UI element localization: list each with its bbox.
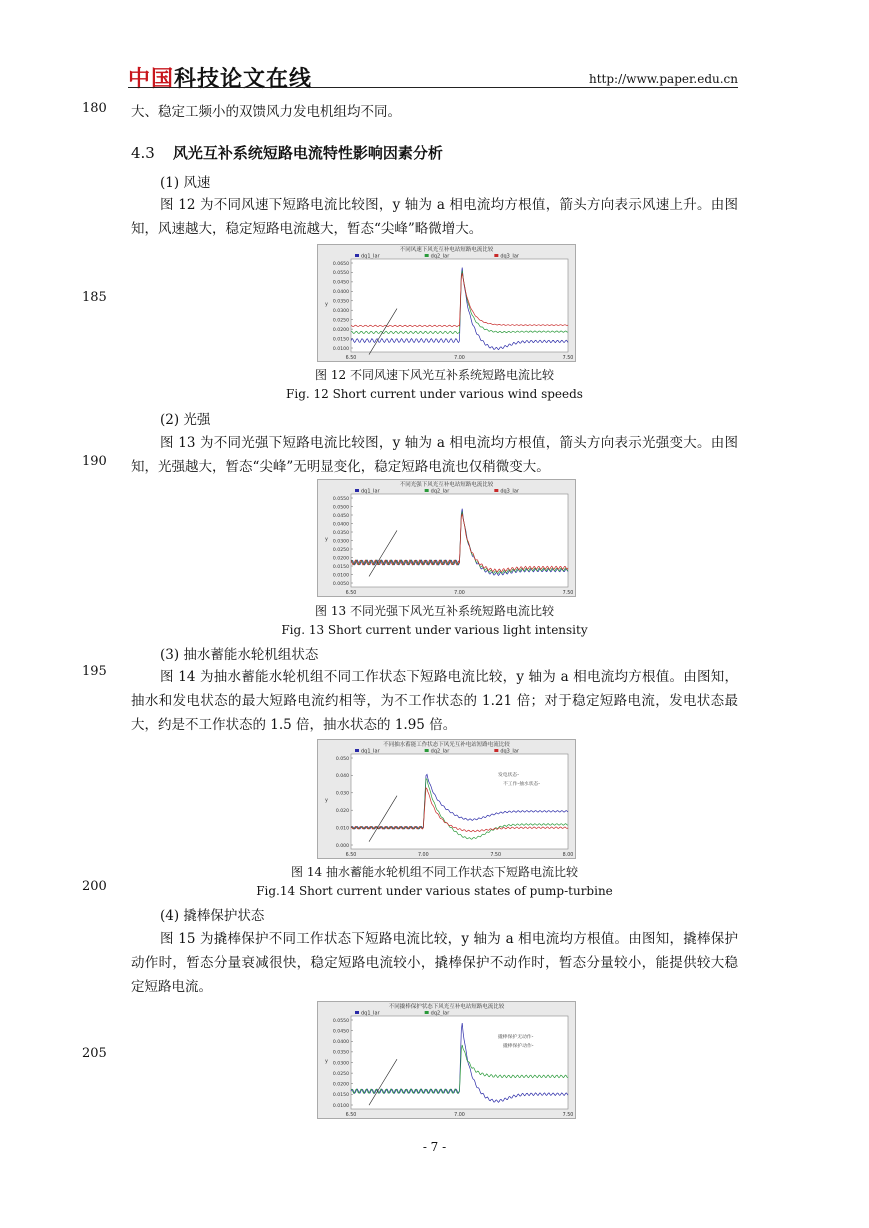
subsection-light: (2) 光强 [160,412,211,428]
chart-title: 不同风速下风光互补电站短路电流比较 [399,247,494,253]
line-number: 205 [82,1046,107,1061]
y-tick-label: 0.0200 [332,327,349,333]
header-url[interactable]: http://www.paper.edu.cn [588,72,738,86]
y-tick-label: 0.0450 [332,1029,349,1035]
x-tick-label: 6.50 [345,1113,357,1118]
y-tick-label: 0.0050 [332,581,349,587]
y-tick-label: 0.0350 [332,530,349,536]
legend-swatch [355,254,359,257]
legend-label: dq2_Iar [430,488,450,495]
y-tick-label: 0.0200 [332,1082,349,1088]
chart-title: 不同撬棒保护状态下风光互补电站短路电流比较 [388,1004,505,1010]
y-tick-label: 0.0100 [332,346,349,352]
line-number: 185 [82,290,107,305]
x-tick-label: 7.00 [454,356,465,361]
paragraph-continued: 大、稳定工频小的双馈风力发电机组均不同。 [131,104,401,120]
legend-swatch [425,749,429,752]
figure-12-caption-cn: 图 12 不同风速下风光互补系统短路电流比较 [315,368,554,382]
legend-swatch [494,749,498,752]
chart-annotation: 撬棒保护动作- [503,1044,534,1049]
y-tick-label: 0.0550 [332,1018,349,1024]
legend-label: dq1_Iar [361,748,380,755]
y-tick-label: 0.0250 [332,547,349,553]
x-tick-label: 7.00 [454,591,465,596]
y-tick-label: 0.0450 [332,280,349,286]
section-heading: 4.3 风光互补系统短路电流特性影响因素分析 [131,144,443,162]
y-tick-label: 0.0150 [332,564,349,570]
legend-swatch [425,254,429,257]
chart-title: 不同抽水蓄能工作状态下风光互补电站短路电流比较 [383,742,510,748]
legend-swatch [494,254,498,257]
x-tick-label: 6.50 [345,853,357,858]
chart-annotation: 发电状态- [498,773,519,778]
line-number: 180 [82,101,107,116]
x-tick-label: 6.50 [345,356,357,361]
figure-12-caption-en: Fig. 12 Short current under various wind speeds [286,387,583,401]
chart-annotation: 不工作-抽水状态- [503,782,541,787]
y-axis-label: y [325,797,328,804]
y-tick-label: 0.0250 [332,318,349,324]
y-tick-label: 0.0150 [332,337,349,343]
legend-label: dq2_Iar [430,748,450,755]
y-tick-label: 0.0350 [332,299,349,305]
line-number: 195 [82,664,107,679]
legend-label: dq1_Iar [361,253,380,260]
legend-swatch [355,749,359,752]
legend-label: dq1_Iar [361,1010,380,1017]
legend-label: dq3_Iar [500,748,519,755]
x-tick-label: 7.50 [562,1113,574,1118]
legend-swatch [355,1011,359,1014]
y-tick-label: 0.0300 [332,539,349,545]
figure-12-chart [317,244,576,362]
paragraph-wind: 图 12 为不同风速下短路电流比较图，y 轴为 a 相电流均方根值，箭头方向表示风速上升。由图知，风速越大，稳定短路电流越大，暂态“尖峰”略微增大。 [131,197,738,237]
y-tick-label: 0.020 [335,809,349,814]
y-tick-label: 0.0550 [332,496,349,502]
line-number: 200 [82,879,107,894]
y-tick-label: 0.0500 [332,505,349,511]
paragraph-crowbar: 图 15 为撬棒保护不同工作状态下短路电流比较，y 轴为 a 相电流均方根值。由图知，撬棒保护动作时，暂态分量衰减很快，稳定短路电流较小，撬棒保护不动作时，暂态分量较小，能提供较大稳定短路电流。 [131,931,738,995]
legend-swatch [425,489,429,492]
figure-14-caption-cn: 图 14 抽水蓄能水轮机组不同工作状态下短路电流比较 [291,865,578,879]
y-tick-label: 0.0300 [332,309,349,315]
figure-15-chart [317,1001,576,1119]
legend-label: dq2_Iar [430,253,450,260]
figure-13-caption-cn: 图 13 不同光强下风光互补系统短路电流比较 [315,604,554,618]
y-axis-label: y [325,536,328,543]
y-tick-label: 0.030 [335,791,349,797]
plot-area [351,494,568,587]
y-tick-label: 0.0650 [332,261,349,267]
figure-14-chart [317,739,576,859]
x-tick-label: 7.50 [562,356,574,361]
y-tick-label: 0.0400 [332,522,349,528]
x-tick-label: 7.50 [490,853,502,858]
y-tick-label: 0.050 [335,756,349,762]
figure-13-chart [317,479,576,597]
y-tick-label: 0.0100 [332,1103,349,1109]
y-tick-label: 0.0100 [332,573,349,579]
y-tick-label: 0.0200 [332,556,349,562]
paragraph-pump: 图 14 为抽水蓄能水轮机组不同工作状态下短路电流比较，y 轴为 a 相电流均方根值。由图知， 抽水和发电状态的最大短路电流约相等，为不工作状态的 1.21 倍；对于稳定短路电流，发电状态最大，约是不工作状态的 1.5 倍，抽水状态的 1.95 倍。 [131,669,738,733]
x-tick-label: 7.00 [417,853,429,858]
y-tick-label: 0.0400 [332,1040,349,1046]
y-tick-label: 0.040 [335,774,349,780]
x-tick-label: 7.50 [562,591,574,596]
site-logo: 中国科技论文在线 [128,67,313,92]
y-tick-label: 0.000 [335,843,349,849]
legend-swatch [425,1011,429,1014]
y-tick-label: 0.0350 [332,1050,349,1056]
legend-swatch [355,489,359,492]
x-tick-label: 7.00 [454,1113,465,1118]
legend-swatch [494,489,498,492]
header-rule [128,87,738,88]
x-tick-label: 8.00 [562,853,574,858]
chart-annotation: 撬棒保护无动作- [498,1035,534,1040]
y-tick-label: 0.0250 [332,1071,349,1077]
legend-label: dq2_Iar [430,1010,450,1017]
legend-label: dq3_Iar [500,488,519,495]
y-tick-label: 0.0550 [332,271,349,277]
legend-label: dq1_Iar [361,488,380,495]
figure-13-caption-en: Fig. 13 Short current under various light intensity [281,623,588,637]
chart-title: 不同光强下风光互补电站短路电流比较 [399,482,494,488]
figure-14-caption-en: Fig.14 Short current under various states of pump-turbine [256,884,613,898]
y-tick-label: 0.0450 [332,513,349,519]
x-tick-label: 6.50 [345,591,357,596]
y-axis-label: y [325,1058,328,1065]
y-tick-label: 0.0300 [332,1061,349,1067]
paragraph-light: 图 13 为不同光强下短路电流比较图，y 轴为 a 相电流均方根值，箭头方向表示光强变大。由图知，光强越大，暂态“尖峰”无明显变化，稳定短路电流也仅稍微变大。 [131,435,738,475]
page-number: - 7 - [422,1140,447,1154]
y-tick-label: 0.0400 [332,290,349,296]
subsection-wind: (1) 风速 [160,175,211,191]
line-number: 190 [82,454,107,469]
subsection-crowbar: (4) 撬棒保护状态 [160,908,265,924]
y-tick-label: 0.010 [335,826,349,832]
plot-area [351,1016,568,1109]
y-axis-label: y [325,301,328,308]
subsection-pump: (3) 抽水蓄能水轮机组状态 [160,647,319,663]
legend-label: dq3_Iar [500,253,519,260]
y-tick-label: 0.0150 [332,1093,349,1099]
